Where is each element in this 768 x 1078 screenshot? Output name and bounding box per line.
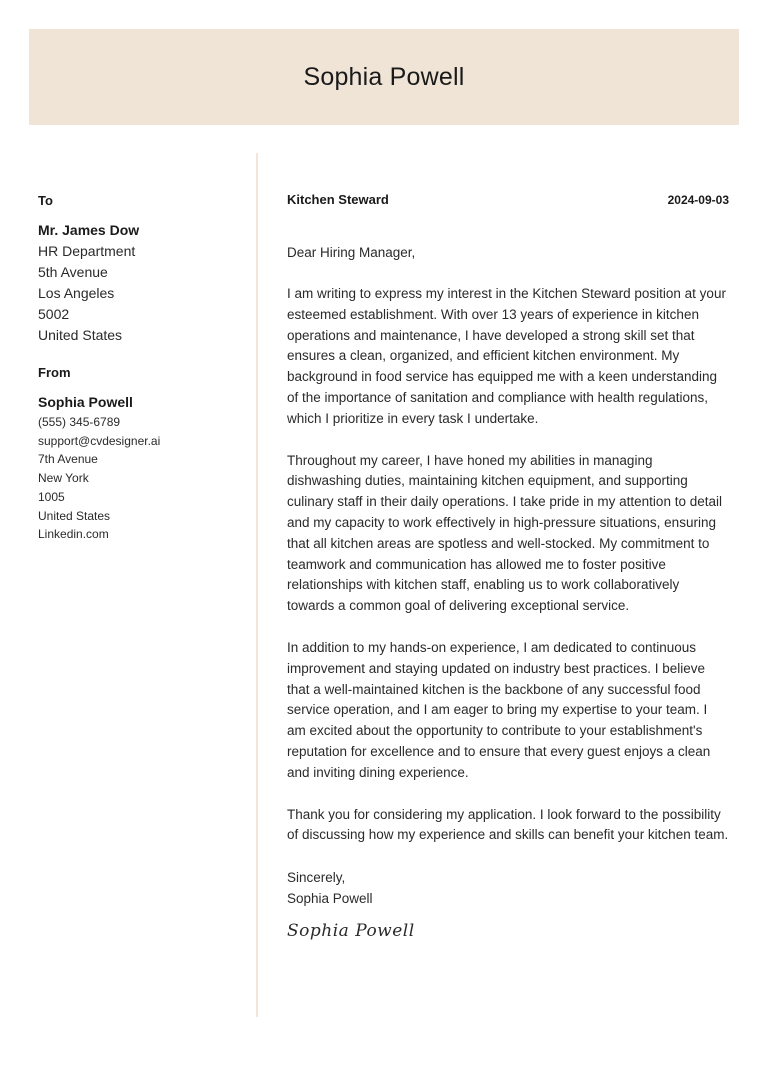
sender-name: Sophia Powell: [38, 394, 133, 410]
contact-column: [38, 192, 243, 544]
letter-paragraph: In addition to my hands-on experience, I am dedicated to continuous improvement and staying updated on industry best practices. I believe that a well-maintained kitchen is the backbone of any successful food service operation, and I am eager to bring my expertise to your team. I am excited about the opportunity to contribute to your establishment's reputation for excellence and to ensure that every guest enjoys a clean and inviting dining experience.: [287, 639, 711, 780]
signature: Sophia Powell: [287, 921, 415, 942]
closing-block: [287, 867, 729, 909]
salutation: Dear Hiring Manager,: [287, 245, 416, 260]
recipient-country: United States: [38, 327, 123, 343]
recipient-street: 5th Avenue: [38, 264, 108, 280]
header-name: Sophia Powell: [303, 62, 465, 91]
sender-postal-code: 1005: [38, 489, 65, 504]
letter-date: 2024-09-03: [667, 193, 729, 207]
from-label: From: [38, 365, 71, 380]
to-label: To: [38, 193, 53, 208]
sender-city: New York: [38, 471, 89, 486]
sender-phone: (555) 345-6789: [38, 415, 121, 429]
sender-linkedin: Linkedin.com: [38, 527, 109, 542]
letter-paragraph: I am writing to express my interest in the Kitchen Steward position at your esteemed establishment. With over 13 years of experience in kitchen operations and maintenance, I have developed a strong skill set that ensures a clean, organized, and efficient kitchen environment. My background in food service has equipped me with a keen understanding of the importance of sanitation and compliance with health regulations, which I prioritize in every task I undertake.: [287, 286, 726, 426]
closing-phrase: Sincerely,: [287, 870, 346, 886]
letter-body: [287, 192, 729, 941]
recipient-city: Los Angeles: [38, 285, 115, 301]
sender-country: United States: [38, 508, 111, 523]
recipient-department: HR Department: [38, 243, 136, 259]
sender-street: 7th Avenue: [38, 452, 98, 467]
letter-paragraph: Thank you for considering my application. I look forward to the possibility of discussing how my experience and skills can benefit your kitchen team.: [287, 806, 729, 843]
header-band: [29, 29, 739, 125]
column-divider: [256, 153, 258, 1017]
closing-name: Sophia Powell: [287, 891, 373, 907]
sender-email: support@cvdesigner.ai: [38, 433, 161, 448]
recipient-postal-code: 5002: [38, 306, 70, 322]
recipient-name: Mr. James Dow: [38, 222, 140, 238]
letter-paragraph: Throughout my career, I have honed my abilities in managing dishwashing duties, maintaining kitchen equipment, and supporting culinary staff in their daily operations. I take pride in my attention to detail and my capacity to work effectively in high-pressure situations, ensuring that all kitchen areas are spotless and well-stocked. My commitment to teamwork and communication has allowed me to foster positive relationships with kitchen staff, enabling us to work collaboratively towards a common goal of delivering exceptional service.: [287, 452, 722, 614]
job-title: Kitchen Steward: [287, 192, 389, 207]
letter-header-row: [287, 192, 729, 212]
